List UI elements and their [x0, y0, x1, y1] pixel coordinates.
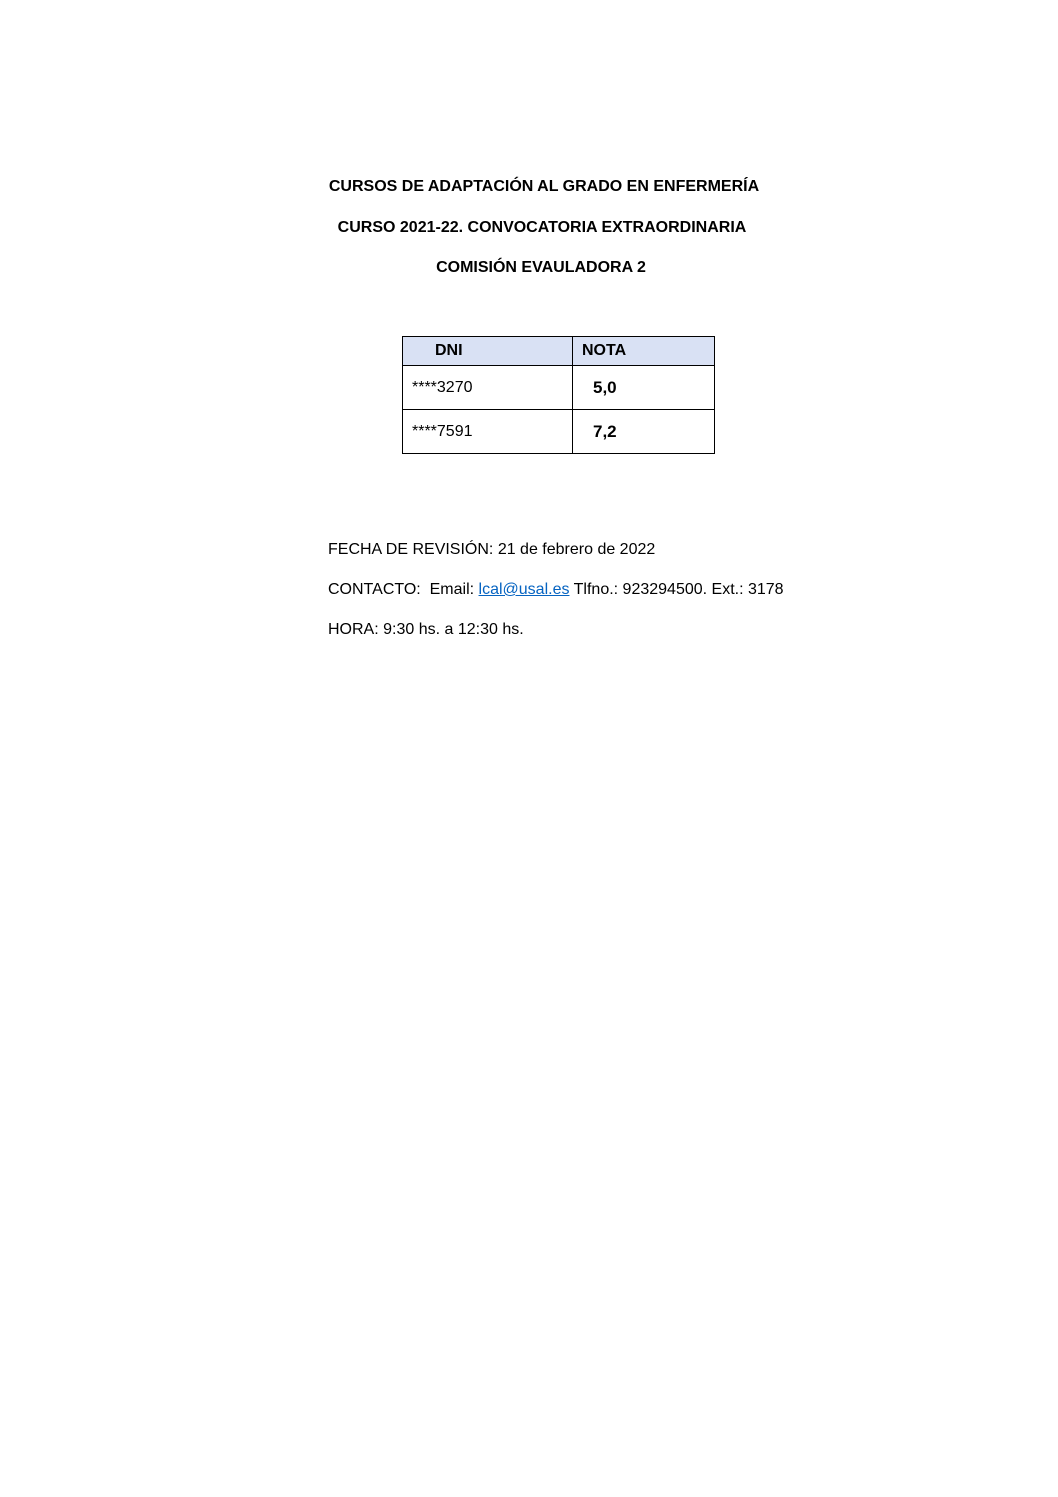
- dni-cell: ****7591: [403, 410, 573, 454]
- table-header-row: [403, 337, 715, 366]
- email-link[interactable]: lcal@usal.es: [478, 581, 570, 598]
- column-header-dni: DNI: [403, 337, 573, 366]
- dni-cell: ****3270: [403, 366, 573, 410]
- contact-phone: Tlfno.: 923294500. Ext.: 3178: [569, 581, 784, 598]
- grades-table: [402, 336, 715, 454]
- title-line-2: CURSO 2021-22. CONVOCATORIA EXTRAORDINARIA: [337, 219, 747, 236]
- table-row: [403, 366, 715, 410]
- nota-cell: 5,0: [573, 366, 715, 410]
- hours-line: HORA: 9:30 hs. a 12:30 hs.: [328, 621, 524, 638]
- review-date: FECHA DE REVISIÓN: 21 de febrero de 2022: [328, 541, 656, 558]
- table-row: [403, 410, 715, 454]
- column-header-nota: NOTA: [573, 337, 715, 366]
- title-line-1: CURSOS DE ADAPTACIÓN AL GRADO EN ENFERMERÍA: [328, 178, 760, 195]
- contact-line: [328, 581, 784, 599]
- title-line-3: COMISIÓN EVAULADORA 2: [436, 259, 646, 276]
- contact-prefix: CONTACTO: Email:: [328, 581, 479, 598]
- nota-cell: 7,2: [573, 410, 715, 454]
